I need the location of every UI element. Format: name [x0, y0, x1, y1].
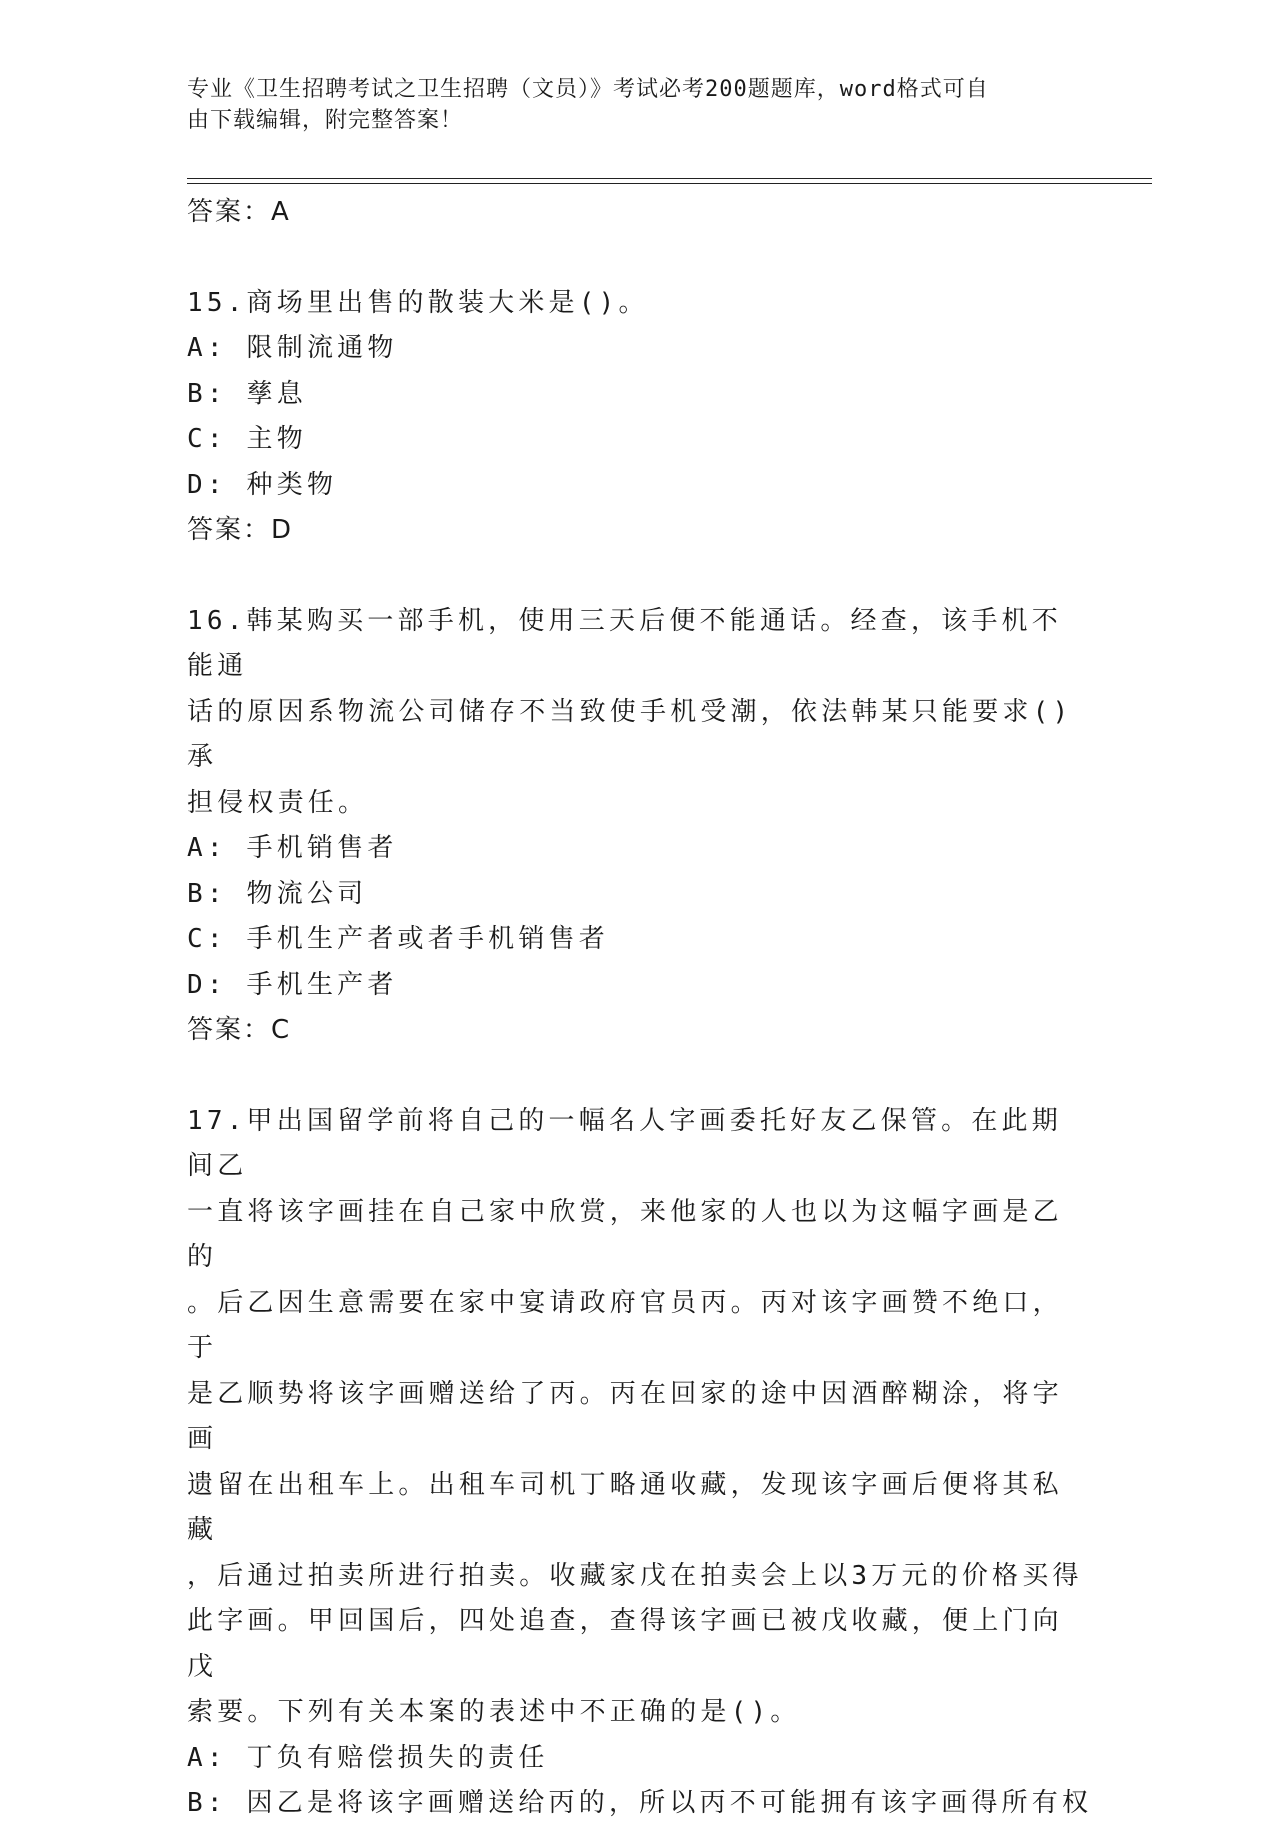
question-17-stem-line-4: 是乙顺势将该字画赠送给了丙。丙在回家的途中因酒醉糊涂，将字画	[187, 1378, 1063, 1454]
question-17-stem-line-1: 17.甲出国留学前将自己的一幅名人字画委托好友乙保管。在此期间乙	[187, 1105, 1062, 1181]
header-line-1: 专业《卫生招聘考试之卫生招聘（文员）》考试必考200题题库，word格式可自	[187, 77, 989, 102]
question-16-option-a: A: 手机销售者	[187, 833, 398, 863]
previous-answer: 答案：A	[187, 197, 291, 227]
question-16	[187, 599, 1087, 1054]
question-16-stem-line-1: 16.韩某购买一部手机，使用三天后便不能通话。经查，该手机不能通	[187, 605, 1062, 681]
question-15-option-d: D: 种类物	[187, 469, 338, 500]
question-16-stem-line-3: 担侵权责任。	[187, 787, 369, 818]
question-list	[187, 190, 1093, 1827]
header-line-2: 由下载编辑，附完整答案！	[187, 108, 464, 133]
header-divider-top	[187, 178, 1152, 179]
question-17-stem-line-6: ，后通过拍卖所进行拍卖。收藏家戊在拍卖会上以3万元的价格买得	[187, 1560, 1083, 1591]
question-16-option-d: D: 手机生产者	[187, 969, 398, 1000]
question-16-option-b: B: 物流公司	[187, 878, 368, 909]
question-17-stem-line-7: 此字画。甲回国后，四处追查，查得该字画已被戊收藏，便上门向戊	[187, 1606, 1063, 1682]
question-15-option-b: B: 孳息	[187, 378, 307, 409]
question-15	[187, 281, 1087, 554]
question-17-stem-line-8: 索要。下列有关本案的表述中不正确的是()。	[187, 1697, 801, 1727]
question-17-option-b: B: 因乙是将该字画赠送给丙的，所以丙不可能拥有该字画得所有权	[187, 1788, 1093, 1818]
question-16-answer: 答案：C	[187, 1015, 292, 1045]
document-header	[187, 74, 1067, 136]
question-17-stem-line-3: 。后乙因生意需要在家中宴请政府官员丙。丙对该字画赞不绝口，于	[187, 1287, 1063, 1363]
question-15-stem: 15.商场里出售的散装大米是()。	[187, 287, 649, 318]
question-17	[187, 1099, 1093, 1827]
question-16-option-c: C: 手机生产者或者手机销售者	[187, 924, 609, 954]
question-17-stem-line-2: 一直将该字画挂在自己家中欣赏，来他家的人也以为这幅字画是乙的	[187, 1196, 1063, 1272]
question-17-option-a: A: 丁负有赔偿损失的责任	[187, 1742, 549, 1773]
question-16-stem-line-2: 话的原因系物流公司储存不当致使手机受潮，依法韩某只能要求()承	[187, 696, 1073, 772]
question-15-option-c: C: 主物	[187, 424, 307, 454]
header-divider-bottom	[187, 183, 1152, 184]
question-15-option-a: A: 限制流通物	[187, 333, 398, 363]
question-17-stem-line-5: 遗留在出租车上。出租车司机丁略通收藏，发现该字画后便将其私藏	[187, 1469, 1063, 1545]
question-15-answer: 答案：D	[187, 515, 294, 545]
